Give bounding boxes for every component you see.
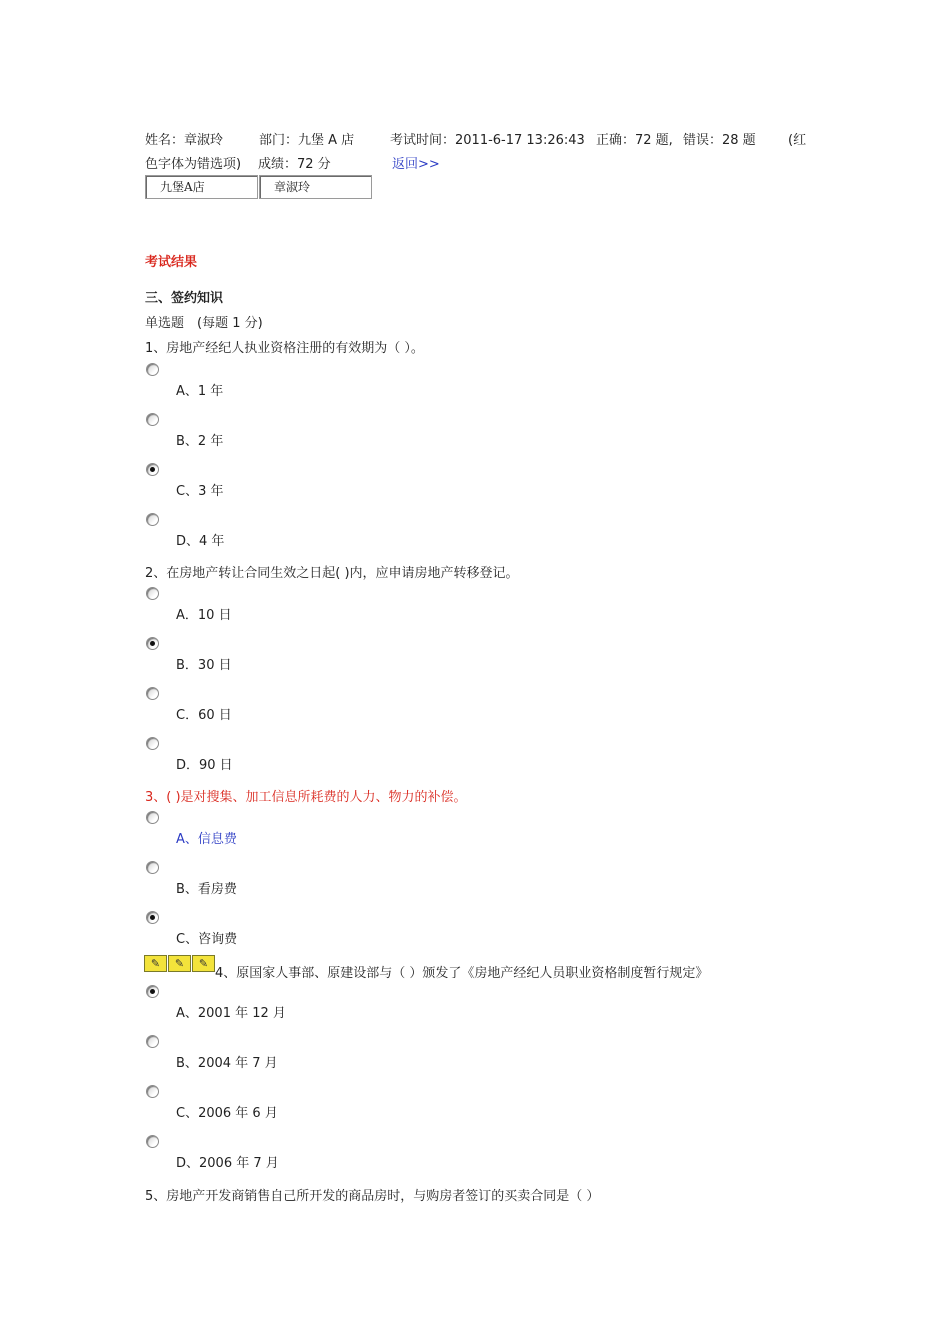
q3-radio-c[interactable] <box>146 911 159 924</box>
wrong-count: 错误：28 题 <box>683 133 756 148</box>
q2-option-a: A．10 日 <box>176 608 232 623</box>
q3-radio-b[interactable] <box>146 861 159 874</box>
q2-option-d: D．90 日 <box>176 758 233 773</box>
q4-option-d: D、2006 年 7 月 <box>176 1156 279 1171</box>
q2-option-b: B．30 日 <box>176 658 232 673</box>
edit-icons <box>144 955 216 972</box>
q2-radio-d[interactable] <box>146 737 159 750</box>
question-3-text: 3、( )是对搜集、加工信息所耗费的人力、物力的补偿。 <box>145 790 467 805</box>
q3-option-b: B、看房费 <box>176 882 237 897</box>
dept-label: 部门：九堡 A 店 <box>259 133 355 148</box>
question-1-text: 1、房地产经纪人执业资格注册的有效期为（ ）。 <box>145 341 424 356</box>
correct-count: 正确：72 题, <box>596 133 673 148</box>
q4-option-a: A、2001 年 12 月 <box>176 1006 286 1021</box>
question-2-text: 2、在房地产转让合同生效之日起( )内，应申请房地产转移登记。 <box>145 566 519 581</box>
q3-option-c: C、咨询费 <box>176 932 238 947</box>
section-title: 三、签约知识 <box>145 291 224 306</box>
q4-radio-c[interactable] <box>146 1085 159 1098</box>
score-label: 成绩：72 分 <box>258 157 331 172</box>
q2-radio-b[interactable] <box>146 637 159 650</box>
back-link[interactable]: 返回>> <box>392 157 440 172</box>
q4-radio-a[interactable] <box>146 985 159 998</box>
name-field[interactable]: 章淑玲 <box>259 175 372 199</box>
name-label: 姓名：章淑玲 <box>145 133 224 148</box>
note-part1: (红 <box>788 133 807 148</box>
q2-radio-c[interactable] <box>146 687 159 700</box>
edit-icon: ✎ <box>192 955 215 972</box>
q1-option-b: B、2 年 <box>176 434 224 449</box>
edit-icon: ✎ <box>144 955 167 972</box>
q1-radio-a[interactable] <box>146 363 159 376</box>
note-part2: 色字体为错选项) <box>145 157 242 172</box>
q1-option-a: A、1 年 <box>176 384 224 399</box>
edit-icon: ✎ <box>168 955 191 972</box>
section-subtitle: 单选题 (每题 1 分) <box>145 316 263 331</box>
result-title: 考试结果 <box>145 255 198 270</box>
q1-option-c: C、3 年 <box>176 484 224 499</box>
store-field[interactable]: 九堡A店 <box>145 175 258 199</box>
q2-option-c: C．60 日 <box>176 708 232 723</box>
q4-option-c: C、2006 年 6 月 <box>176 1106 278 1121</box>
question-4-text: 4、原国家人事部、原建设部与（ ）颁发了《房地产经纪人员职业资格制度暂行规定》 <box>215 966 709 981</box>
exam-time-label: 考试时间：2011-6-17 13:26:43 <box>390 133 585 148</box>
q2-radio-a[interactable] <box>146 587 159 600</box>
question-5-text: 5、房地产开发商销售自己所开发的商品房时，与购房者签订的买卖合同是（ ） <box>145 1189 600 1204</box>
q1-radio-c[interactable] <box>146 463 159 476</box>
q3-radio-a[interactable] <box>146 811 159 824</box>
q1-radio-b[interactable] <box>146 413 159 426</box>
q4-radio-d[interactable] <box>146 1135 159 1148</box>
q1-option-d: D、4 年 <box>176 534 225 549</box>
q1-radio-d[interactable] <box>146 513 159 526</box>
q4-option-b: B、2004 年 7 月 <box>176 1056 278 1071</box>
q3-option-a: A、信息费 <box>176 832 237 847</box>
q4-radio-b[interactable] <box>146 1035 159 1048</box>
